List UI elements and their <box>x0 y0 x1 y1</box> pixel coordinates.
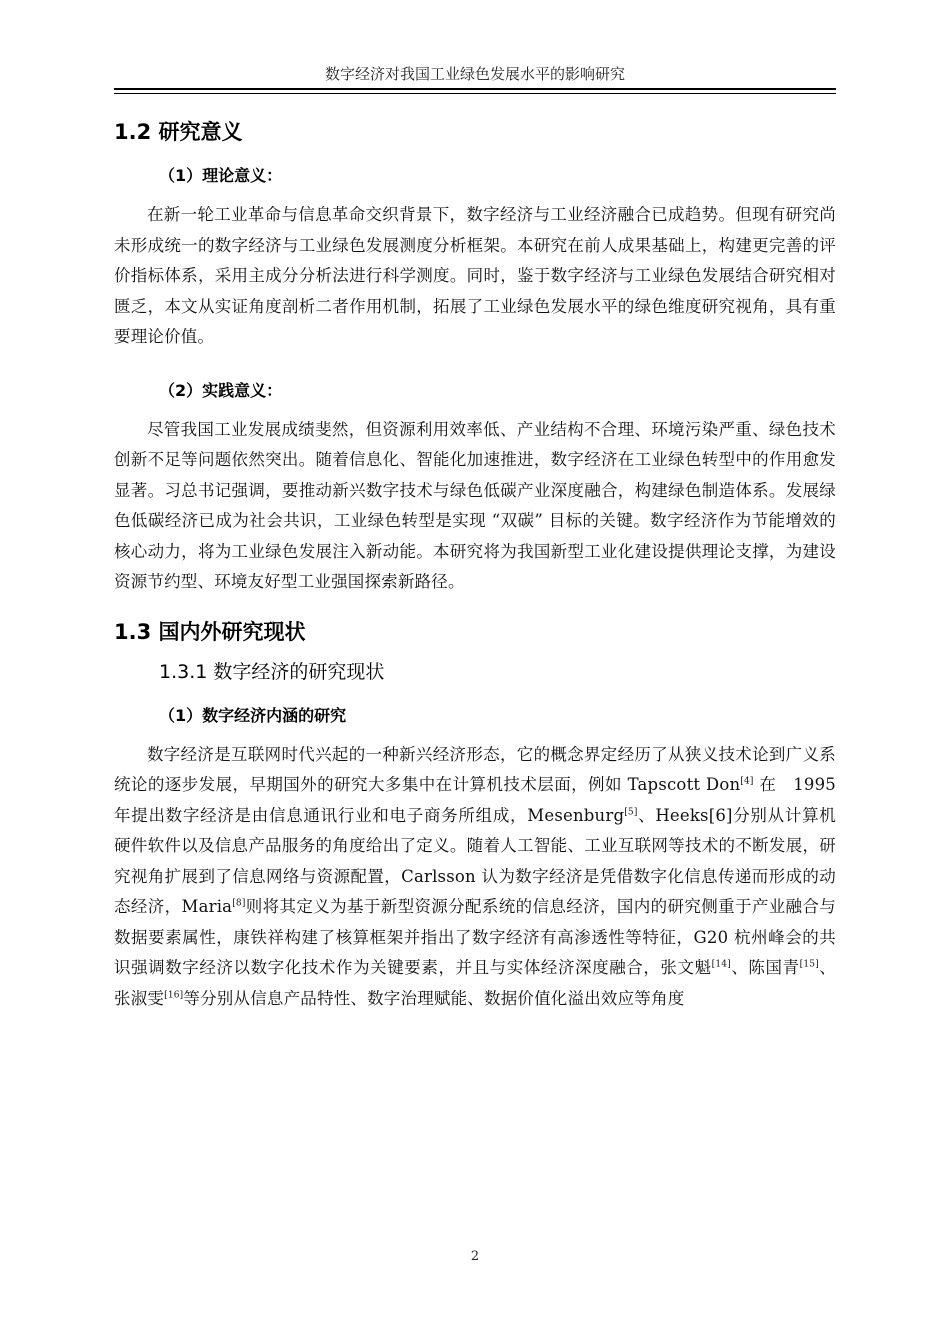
header-rule-thin <box>114 93 836 94</box>
text-run: 、张淑雯 <box>114 958 836 1008</box>
subheading-digital-economy-connotation: （1）数字经济内涵的研究 <box>159 705 347 725</box>
subheading-theory: （1）理论意义： <box>159 166 283 185</box>
text-run: 、Heeks[6]分别从计算机硬件软件以及信息产品服务的角度给出了定义。随着人工智能、工业互联网等技术的不断发展，研究视角扩展到了信息网络与资源配置，Carlsson 认为数字经济是凭借数字化信息传递而形成的动态经济，Maria <box>114 805 836 916</box>
text-run: 数字经济是互联网时代兴起的一种新兴经济形态，它的概念界定经历了从狭义技术论到广义系统论的逐步发展，早期国外的研究大多集中在计算机技术层面，例如 Tapscott Don <box>114 744 836 794</box>
paragraph-digital-economy-connotation <box>114 740 853 1015</box>
section-heading-1-3: 1.3 国内外研究现状 <box>114 619 306 644</box>
text-run: 、陈国青 <box>730 958 800 977</box>
subsection-heading-1-3-1: 1.3.1 数字经济的研究现状 <box>159 660 385 683</box>
citation-ref: [5] <box>624 807 638 817</box>
citation-ref: [15] <box>799 959 819 970</box>
header-rule-thick <box>114 88 836 90</box>
text-run: 则将其定义为基于新型资源分配系统的信息经济，国内的研究侧重于产业融合与数据要素属性，康铁祥构建了核算框架并指出了数字经济有高渗透性等特征，G20 杭州峰会的共识强调数字经济以数字化技术作为关键要素，并且与实体经济深度融合，张文魁 <box>114 897 836 977</box>
text-run: 在 1995 年提出数字经济是由信息通讯行业和电子商务所组成，Mesenburg <box>114 775 853 825</box>
citation-ref: [8] <box>232 898 246 909</box>
paragraph-theory: 在新一轮工业革命与信息革命交织背景下，数字经济与工业经济融合已成趋势。但现有研究尚未形成统一的数字经济与工业绿色发展测度分析框架。本研究在前人成果基础上，构建更完善的评价指标体系，采用主成分分析法进行科学测度。同时，鉴于数字经济与工业绿色发展结合研究相对匮乏，本文从实证角度剖析二者作用机制，拓展了工业绿色发展水平的绿色维度研究视角，具有重要理论价值。 <box>114 205 836 346</box>
paragraph-practice: 尽管我国工业发展成绩斐然，但资源利用效率低、产业结构不合理、环境污染严重、绿色技术创新不足等问题依然突出。随着信息化、智能化加速推进，数字经济在工业绿色转型中的作用愈发显著。习总书记强调，要推动新兴数字技术与绿色低碳产业深度融合，构建绿色制造体系。发展绿色低碳经济已成为社会共识，工业绿色转型是实现 “双碳” 目标的关键。数字经济作为节能增效的核心动力，将为工业绿色发展注入新动能。本研究将为我国新型工业化建设提供理论支撑，为建设资源节约型、环境友好型工业强国探索新路径。 <box>114 419 836 591</box>
citation-ref: [4] <box>740 776 754 787</box>
running-header: 数字经济对我国工业绿色发展水平的影响研究 <box>324 65 625 83</box>
subheading-practice: （2）实践意义： <box>159 380 283 400</box>
page-number: 2 <box>470 1249 480 1264</box>
section-heading-1-2: 1.2 研究意义 <box>114 120 243 144</box>
citation-ref: [14] <box>711 959 731 970</box>
page-content <box>114 112 853 1028</box>
citation-ref: [16] <box>164 990 184 1000</box>
text-run: 等分别从信息产品特性、数字治理赋能、数据价值化溢出效应等角度 <box>183 988 685 1008</box>
